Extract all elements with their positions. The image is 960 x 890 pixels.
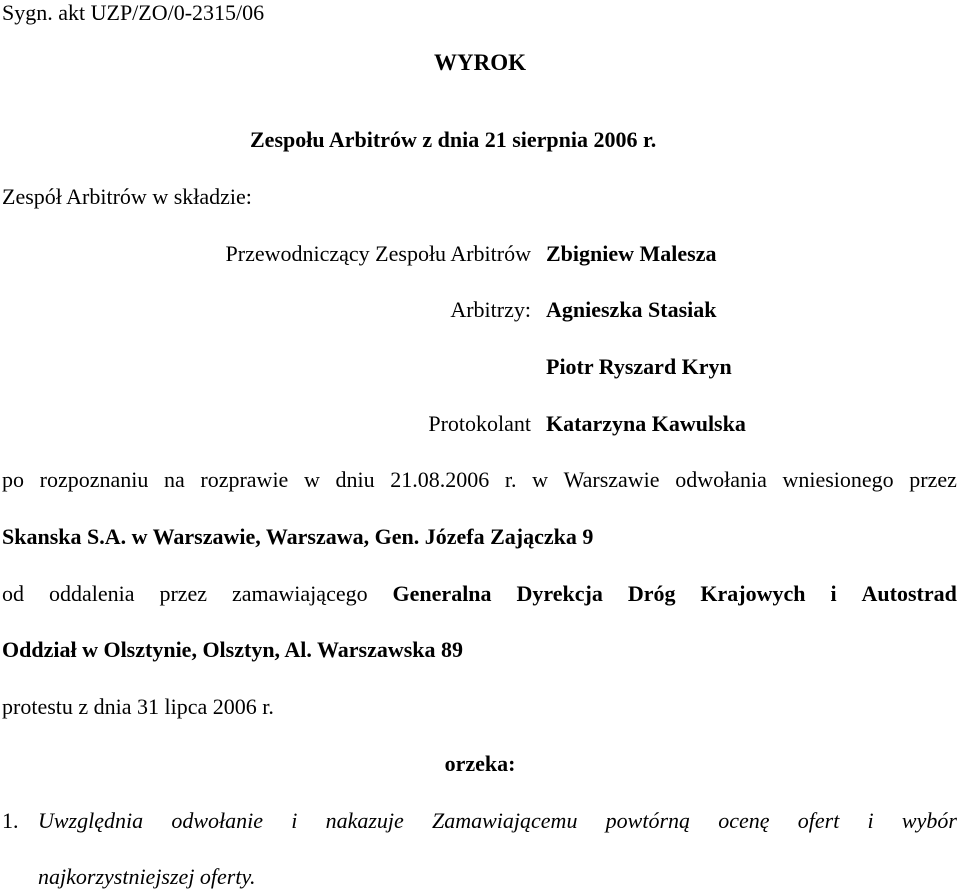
word: r. (504, 467, 517, 492)
chair-name: Zbigniew Malesza (546, 241, 717, 266)
arbiter-1-name: Agnieszka Stasiak (546, 297, 717, 322)
word: Krajowych (700, 581, 806, 606)
contracting-branch: Oddział w Olsztynie, Olsztyn, Al. Warszawska 89 (2, 637, 464, 662)
word: zamawiającego (232, 581, 368, 606)
word: powtórną (605, 808, 691, 833)
word: przez (909, 467, 957, 492)
rules-label: orzeka: (444, 751, 516, 776)
panel-intro: Zespół Arbitrów w składzie: (2, 184, 252, 209)
ruling-item-continuation: najkorzystniejszej oferty. (38, 864, 256, 889)
arbiter-2-name: Piotr Ryszard Kryn (546, 354, 732, 379)
document-subtitle: Zespołu Arbitrów z dnia 21 sierpnia 2006 r. (250, 127, 657, 152)
word: i (867, 808, 874, 833)
protest-line: protestu z dnia 31 lipca 2006 r. (2, 694, 274, 719)
word: dniu (335, 467, 375, 492)
hearing-line (2, 467, 957, 493)
word: Generalna (392, 581, 492, 606)
word: ocenę (718, 808, 770, 833)
word: przez (159, 581, 208, 606)
word: w (532, 467, 548, 492)
word: Zamawiającemu (432, 808, 578, 833)
word: nakazuje (325, 808, 404, 833)
document-title: WYROK (434, 50, 526, 75)
appellant-name: Skanska S.A. w Warszawie, Warszawa, Gen. Józefa Zajączka 9 (2, 524, 594, 549)
ruling-item-number: 1. (2, 808, 19, 833)
case-reference: Sygn. akt UZP/ZO/0-2315/06 (2, 0, 265, 25)
word: Warszawie (563, 467, 660, 492)
word: rozprawie (200, 467, 289, 492)
word: na (163, 467, 185, 492)
chair-label: Przewodniczący Zespołu Arbitrów (225, 241, 531, 266)
word: w (303, 467, 320, 492)
word: odwołanie (171, 808, 264, 833)
word: Uwzględnia (38, 808, 144, 833)
arbiters-label: Arbitrzy: (450, 297, 531, 322)
contracting-authority-line (2, 581, 957, 607)
word: odwołania (675, 467, 767, 492)
word: ofert (797, 808, 840, 833)
word: od (2, 581, 24, 606)
word: wybór (901, 808, 957, 833)
word: po (2, 467, 24, 492)
word: 21.08.2006 (390, 467, 490, 492)
word: Autostrad (861, 581, 957, 606)
clerk-name: Katarzyna Kawulska (546, 411, 746, 436)
clerk-label: Protokolant (428, 411, 531, 436)
ruling-item-line (38, 808, 957, 834)
word: oddalenia (48, 581, 135, 606)
word: i (830, 581, 837, 606)
word: Dróg (627, 581, 676, 606)
word: i (291, 808, 298, 833)
word: rozpoznaniu (39, 467, 149, 492)
word: wniesionego (782, 467, 894, 492)
word: Dyrekcja (516, 581, 603, 606)
